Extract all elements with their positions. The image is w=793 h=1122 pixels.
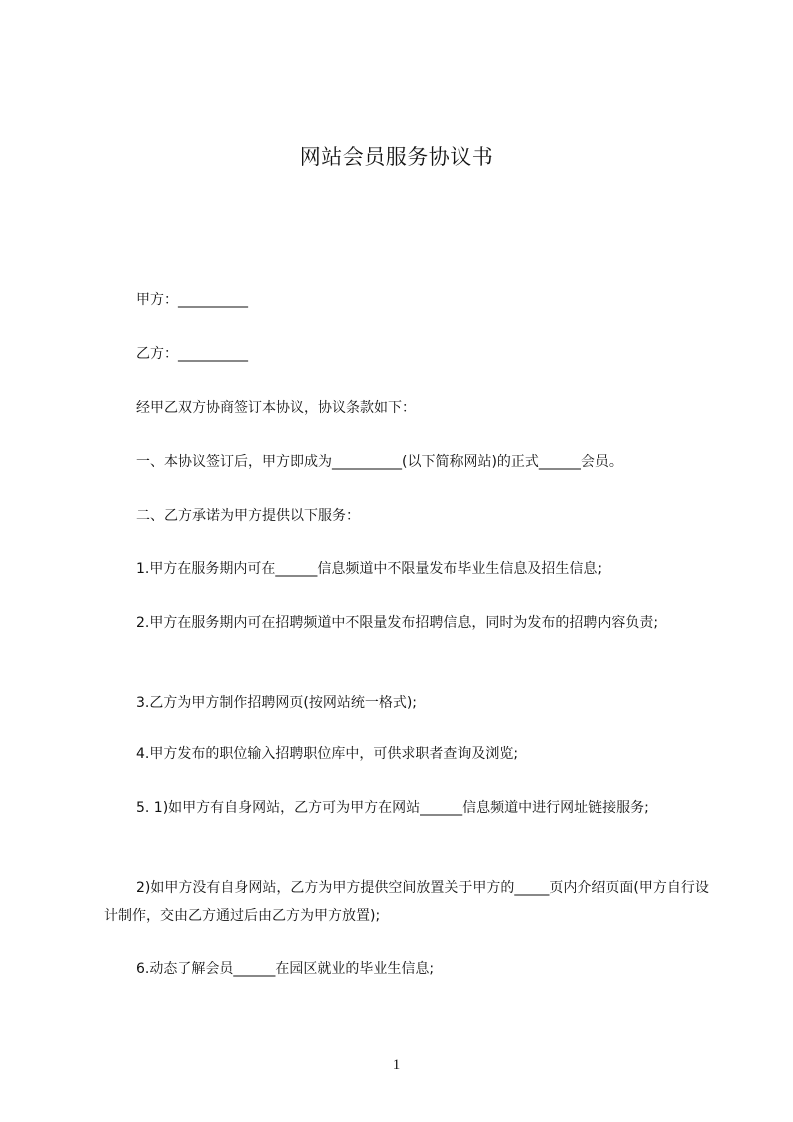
service-item-5-1: 5. 1)如甲方有自身网站，乙方可为甲方在网站______信息频道中进行网址链接服务; [136, 800, 649, 816]
service-item-6: 6.动态了解会员______在园区就业的毕业生信息; [136, 961, 435, 977]
party-a-line: 甲方：__________ [136, 292, 248, 308]
service-item-1: 1.甲方在服务期内可在______信息频道中不限量发布毕业生信息及招生信息; [136, 561, 603, 577]
document-title: 网站会员服务协议书 [299, 145, 494, 169]
service-item-3: 3.乙方为甲方制作招聘网页(按网站统一格式); [136, 695, 417, 711]
agreement-intro: 经甲乙双方协商签订本协议，协议条款如下： [136, 400, 416, 416]
service-item-4: 4.甲方发布的职位输入招聘职位库中，可供求职者查询及浏览; [136, 746, 519, 762]
clause-2-heading: 二、乙方承诺为甲方提供以下服务： [136, 508, 360, 524]
page-number: 1 [392, 1057, 401, 1073]
clause-1: 一、本协议签订后，甲方即成为__________(以下简称网站)的正式______会员。 [136, 454, 623, 470]
party-b-line: 乙方：__________ [136, 346, 248, 362]
service-item-2: 2.甲方在服务期内可在招聘频道中不限量发布招聘信息，同时为发布的招聘内容负责; [136, 615, 659, 631]
service-item-5-2: 2)如甲方没有自身网站，乙方为甲方提供空间放置关于甲方的_____页内介绍页面(甲方自行设计制作，交由乙方通过后由乙方为甲方放置); [104, 880, 709, 924]
